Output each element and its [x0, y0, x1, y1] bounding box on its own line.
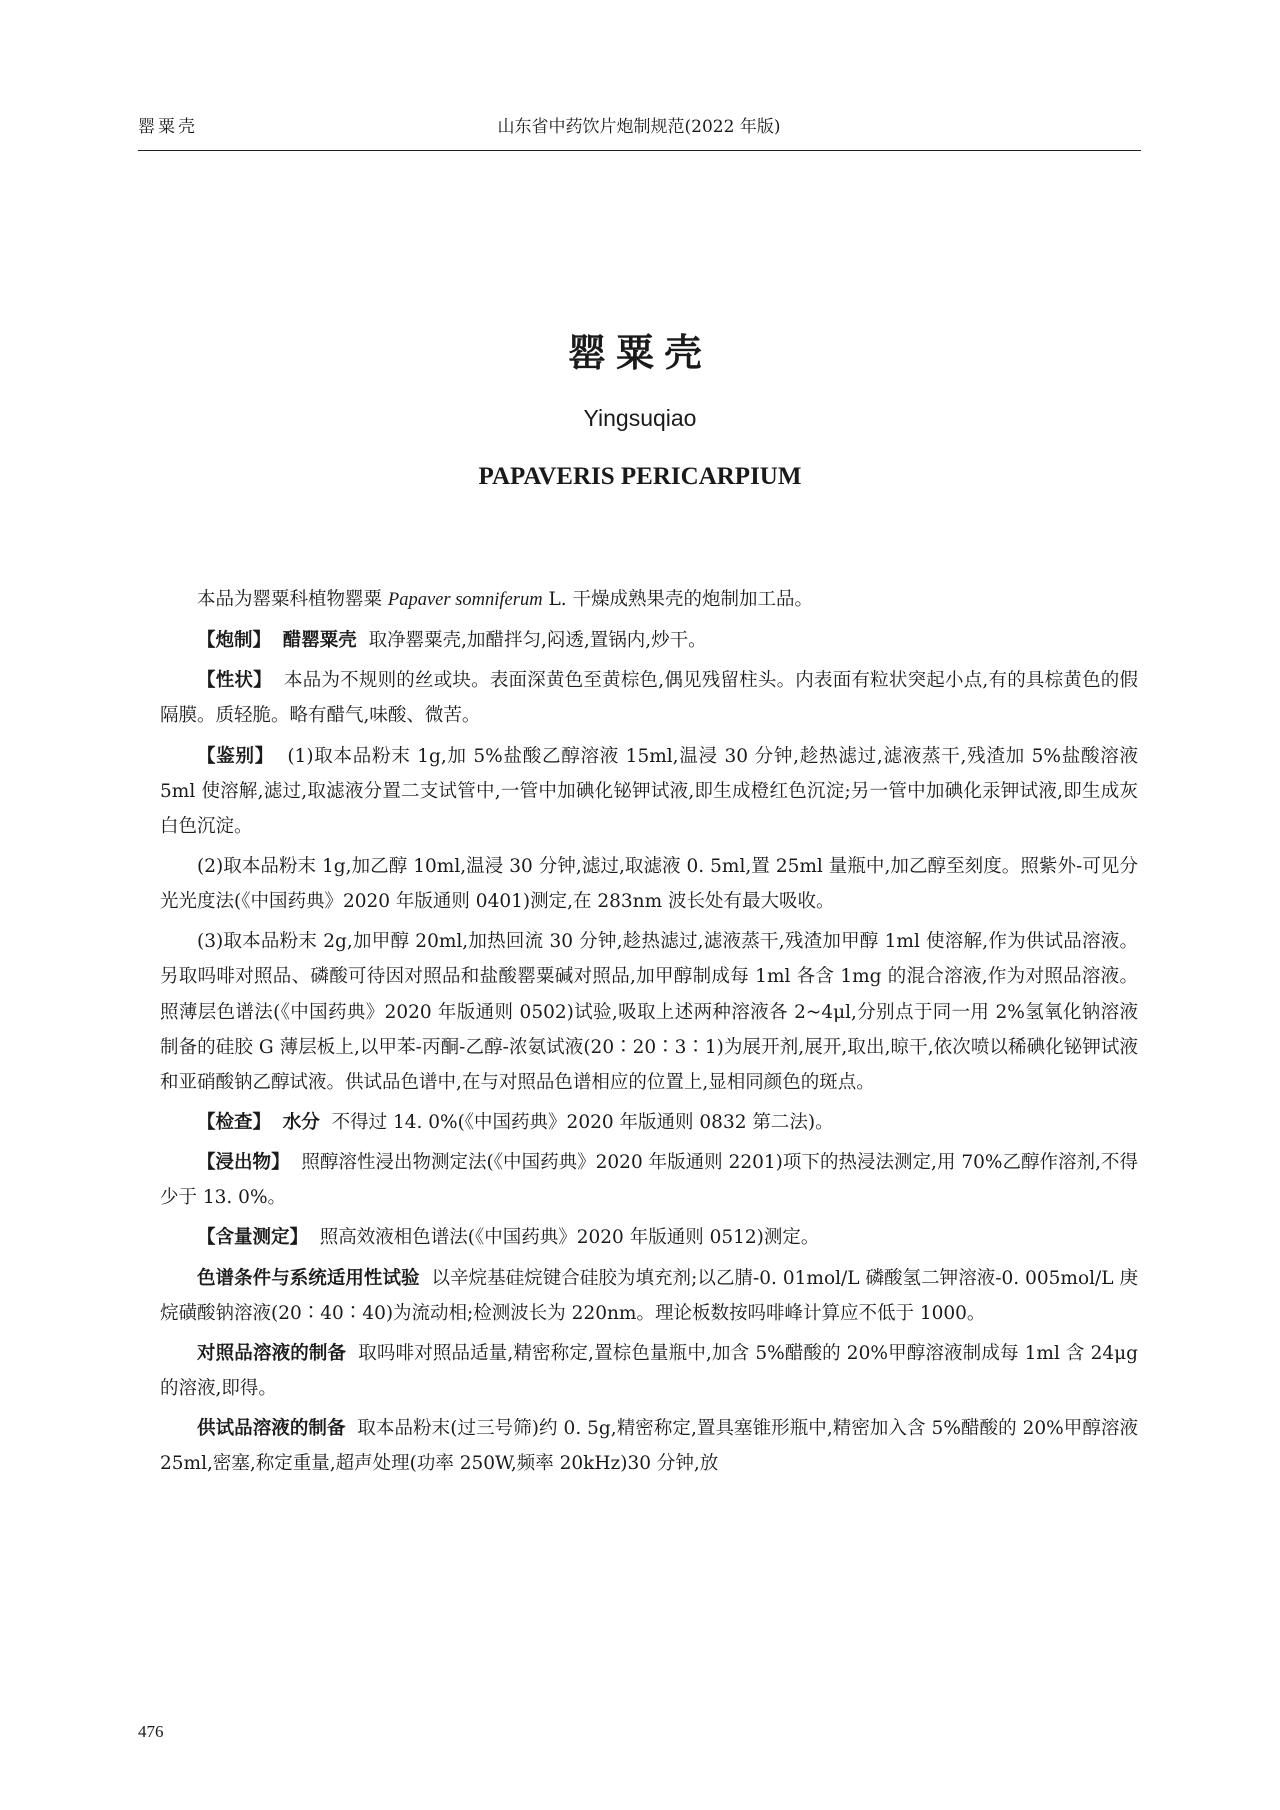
intro-text-a: 本品为罂粟科植物罂粟 [197, 589, 388, 610]
header-center-text: 山东省中药饮片炮制规范(2022 年版) [497, 117, 781, 137]
check-paragraph [160, 1105, 1138, 1140]
page-number: 476 [138, 1722, 164, 1741]
processing-label: 【炮制】 [197, 630, 272, 652]
intro-text-b: L. 干燥成熟果壳的炮制加工品。 [542, 589, 813, 610]
assay-text: 照高效液相色谱法(《中国药典》2020 年版通则 0512)测定。 [319, 1227, 820, 1249]
monograph-body [160, 582, 1138, 1486]
processing-text: 取净罂粟壳,加醋拌匀,闷透,置锅内,炒干。 [368, 630, 707, 652]
running-header [138, 112, 1140, 142]
reference-solution-label: 对照品溶液的制备 [197, 1342, 347, 1364]
identification-paragraph-3 [160, 924, 1138, 1100]
processing-sub-label: 醋罂粟壳 [282, 630, 357, 652]
chromatography-text: 以辛烷基硅烷键合硅胶为填充剂;以乙腈-0. 01mol/L 磷酸氢二钾溶液-0. 005mol/L 庚烷磺酸钠溶液(20∶40∶40)为流动相;检测波长为 220nm。理论板数按吗啡峰计算应不低于 1000。 [160, 1267, 1138, 1324]
character-label: 【性状】 [197, 670, 272, 692]
assay-paragraph [160, 1220, 1138, 1255]
processing-paragraph [160, 623, 1138, 658]
extract-text: 照醇溶性浸出物测定法(《中国药典》2020 年版通则 2201)项下的热浸法测定,用 70%乙醇作溶剂,不得少于 13. 0%。 [160, 1152, 1138, 1209]
reference-solution-paragraph [160, 1336, 1138, 1406]
assay-label: 【含量测定】 [197, 1227, 309, 1249]
header-left-text: 罂粟壳 [138, 117, 198, 137]
identification-paragraph-2 [160, 849, 1138, 919]
sample-solution-paragraph [160, 1411, 1138, 1481]
character-paragraph [160, 663, 1138, 733]
identification-paragraph-1 [160, 739, 1138, 844]
identification-text-1: (1)取本品粉末 1g,加 5%盐酸乙醇溶液 15ml,温浸 30 分钟,趁热滤过,滤液蒸干,残渣加 5%盐酸溶液 5ml 使溶解,滤过,取滤液分置二支试管中,一管中加碘化铋钾试液,即生成橙红色沉淀;另一管中加碘化汞钾试液,即生成灰白色沉淀。 [160, 745, 1138, 837]
identification-label: 【鉴别】 [197, 745, 275, 767]
check-label: 【检查】 [197, 1111, 272, 1133]
intro-species: Papaver somniferum [387, 590, 543, 610]
character-text: 本品为不规则的丝或块。表面深黄色至黄棕色,偶见残留柱头。内表面有粒状突起小点,有的具棕黄色的假隔膜。质轻脆。略有醋气,味酸、微苦。 [160, 670, 1138, 727]
extract-paragraph [160, 1145, 1138, 1215]
header-rule [138, 150, 1141, 151]
monograph-latin-name: PAPAVERIS PERICARPIUM [478, 463, 802, 490]
reference-solution-text: 取吗啡对照品适量,精密称定,置棕色量瓶中,加含 5%醋酸的 20%甲醇溶液制成每 1ml 含 24μg 的溶液,即得。 [160, 1342, 1138, 1399]
chromatography-paragraph [160, 1261, 1138, 1331]
identification-text-2: (2)取本品粉末 1g,加乙醇 10ml,温浸 30 分钟,滤过,取滤液 0. 5ml,置 25ml 量瓶中,加乙醇至刻度。照紫外-可见分光光度法(《中国药典》2020 年版通则 0401)测定,在 283nm 波长处有最大吸收。 [160, 855, 1138, 913]
extract-label: 【浸出物】 [197, 1152, 290, 1174]
chromatography-label: 色谱条件与系统适用性试验 [197, 1267, 420, 1289]
sample-solution-text: 取本品粉末(过三号筛)约 0. 5g,精密称定,置具塞锥形瓶中,精密加入含 5%醋酸的 20%甲醇溶液 25ml,密塞,称定重量,超声处理(功率 250W,频率 20kHz)30 分钟,放 [160, 1418, 1138, 1475]
check-text: 不得过 14. 0%(《中国药典》2020 年版通则 0832 第二法)。 [331, 1111, 834, 1133]
sample-solution-label: 供试品溶液的制备 [197, 1418, 346, 1440]
monograph-title: 罂粟壳 [567, 331, 712, 375]
intro-paragraph [160, 582, 1138, 618]
identification-text-3: (3)取本品粉末 2g,加甲醇 20ml,加热回流 30 分钟,趁热滤过,滤液蒸干,残渣加甲醇 1ml 使溶解,作为供试品溶液。另取吗啡对照品、磷酸可待因对照品和盐酸罂粟碱对照品,加甲醇制成每 1ml 各含 1mg 的混合溶液,作为对照品溶液。照薄层色谱法(《中国药典》2020 年版通则 0502)试验,吸取上述两种溶液各 2~4μl,分别点于同一用 2%氢氧化钠溶液制备的硅胶 G 薄层板上,以甲苯-丙酮-乙醇-浓氨试液(20∶20∶3∶1)为展开剂,展开,取出,晾干,依次喷以稀碘化铋钾试液和亚硝酸钠乙醇试液。供试品色谱中,在与对照品色谱相应的位置上,显相同颜色的斑点。 [160, 931, 1138, 1093]
monograph-pinyin: Yingsuqiao [583, 405, 697, 431]
check-sub-label: 水分 [282, 1111, 320, 1133]
